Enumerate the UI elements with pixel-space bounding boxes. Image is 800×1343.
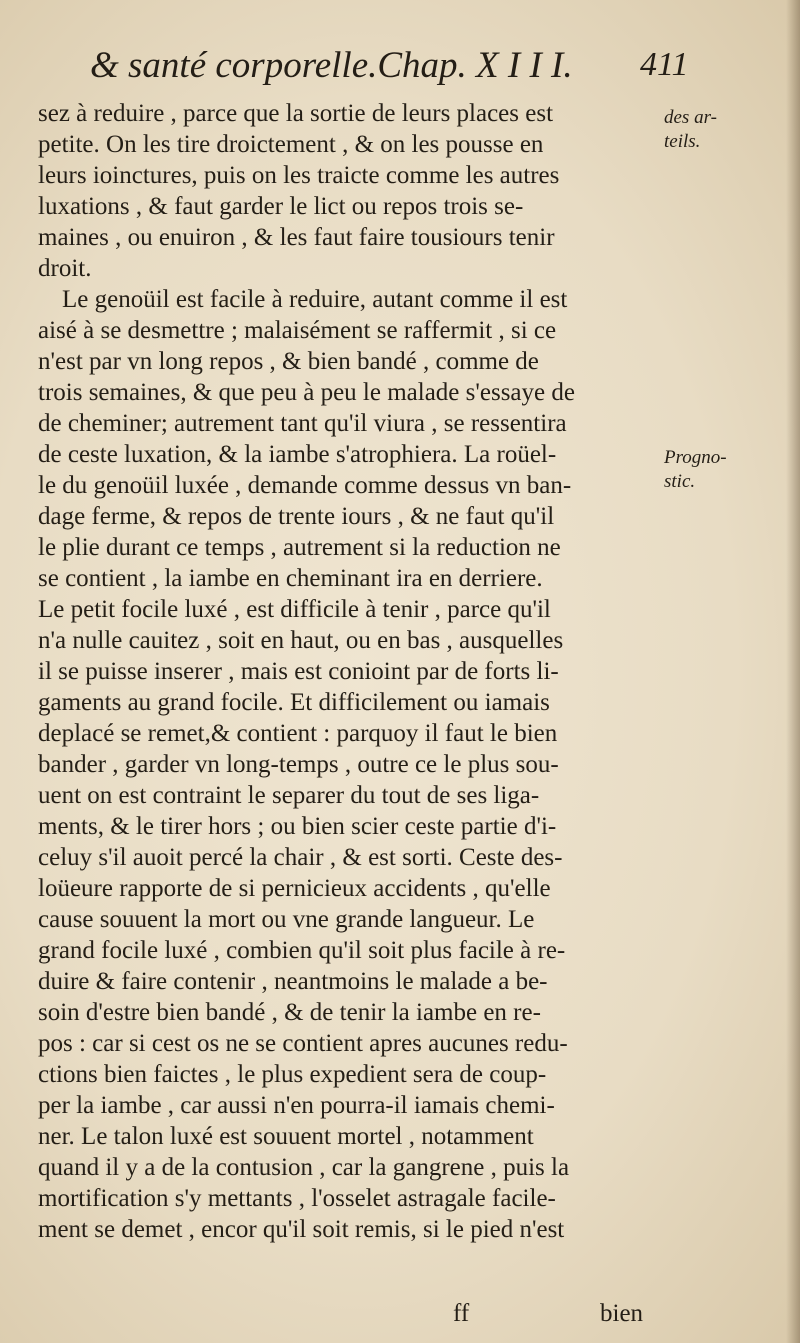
margin-note-line: des ar- [664,107,717,128]
text-line: celuy s'il auoit percé la chair , & est sorti. Ceste des- [38,844,563,871]
text-line: se contient , la iambe en cheminant ira en derriere. [38,565,543,592]
margin-note-line: stic. [664,471,696,492]
text-line: ment se demet , encor qu'il soit remis, si le pied n'est [38,1216,565,1243]
text-line: pos : car si cest os ne se contient apres aucunes redu- [38,1030,568,1057]
catchword: bien [600,1300,644,1327]
text-line: de ceste luxation, & la iambe s'atrophiera. La roüel- [38,441,557,468]
text-line: uent on est contraint le separer du tout de ses liga- [38,782,540,809]
text-line: quand il y a de la contusion , car la gangrene , puis la [38,1154,570,1181]
text-line: duire & faire contenir , neantmoins le malade a be- [38,968,548,995]
text-line: maines , ou enuiron , & les faut faire tousiours tenir [38,224,555,251]
text-line: bander , garder vn long-temps , outre ce le plus sou- [38,751,559,778]
text-line: mortification s'y mettants , l'osselet astragale facile- [38,1185,556,1212]
text-line: le du genoüil luxée , demande comme dessus vn ban- [38,472,572,499]
text-line: leurs ioinctures, puis on les traicte comme les autres [38,162,560,189]
text-line: dage ferme, & repos de trente iours , & ne faut qu'il [38,503,555,530]
margin-note-prognostic [664,446,727,494]
signature-mark: ff [453,1300,470,1327]
margin-note-des-arteils [664,106,717,154]
text-line: de cheminer; autrement tant qu'il viura , se ressentira [38,410,567,437]
text-line: Le genoüil est facile à reduire, autant comme il est [62,286,568,313]
text-line: deplacé se remet,& contient : parquoy il faut le bien [38,720,558,747]
text-line: soin d'estre bien bandé , & de tenir la iambe en re- [38,999,541,1026]
text-line: grand focile luxé , combien qu'il soit plus facile à re- [38,937,566,964]
text-line: ctions bien faictes , le plus expedient sera de coup- [38,1061,547,1088]
body-text [38,98,658,1245]
text-line: ner. Le talon luxé est souuent mortel , notamment [38,1123,534,1150]
text-line: petite. On les tire droictement , & on les pousse en [38,131,544,158]
text-line: n'a nulle cauitez , soit en haut, ou en bas , ausquelles [38,627,564,654]
text-line: trois semaines, & que peu à peu le malade s'essaye de [38,379,575,406]
text-line: sez à reduire , parce que la sortie de leurs places est [38,100,554,127]
text-line: luxations , & faut garder le lict ou repos trois se- [38,193,524,220]
text-line: cause souuent la mort ou vne grande langueur. Le [38,906,535,933]
page-number: 411 [640,46,689,83]
margin-note-line: teils. [664,131,701,152]
text-line: ments, & le tirer hors ; ou bien scier ceste partie d'i- [38,813,557,840]
page-gutter-shadow [786,0,800,1343]
page-header [90,44,690,94]
text-line: loüeure rapporte de si pernicieux accidents , qu'elle [38,875,551,902]
text-line: il se puisse inserer , mais est conioint par de forts li- [38,658,559,685]
text-line: n'est par vn long repos , & bien bandé , comme de [38,348,539,375]
running-title: & santé corporelle.Chap. X I I I. [90,45,573,86]
text-line: droit. [38,255,92,282]
text-line: Le petit focile luxé , est difficile à tenir , parce qu'il [38,596,551,623]
text-line: le plie durant ce temps , autrement si la reduction ne [38,534,561,561]
text-line: gaments au grand focile. Et difficilement ou iamais [38,689,550,716]
text-line: aisé à se desmettre ; malaisément se raffermit , si ce [38,317,557,344]
text-line: per la iambe , car aussi n'en pourra-il iamais chemi- [38,1092,555,1119]
margin-note-line: Progno- [664,447,727,468]
